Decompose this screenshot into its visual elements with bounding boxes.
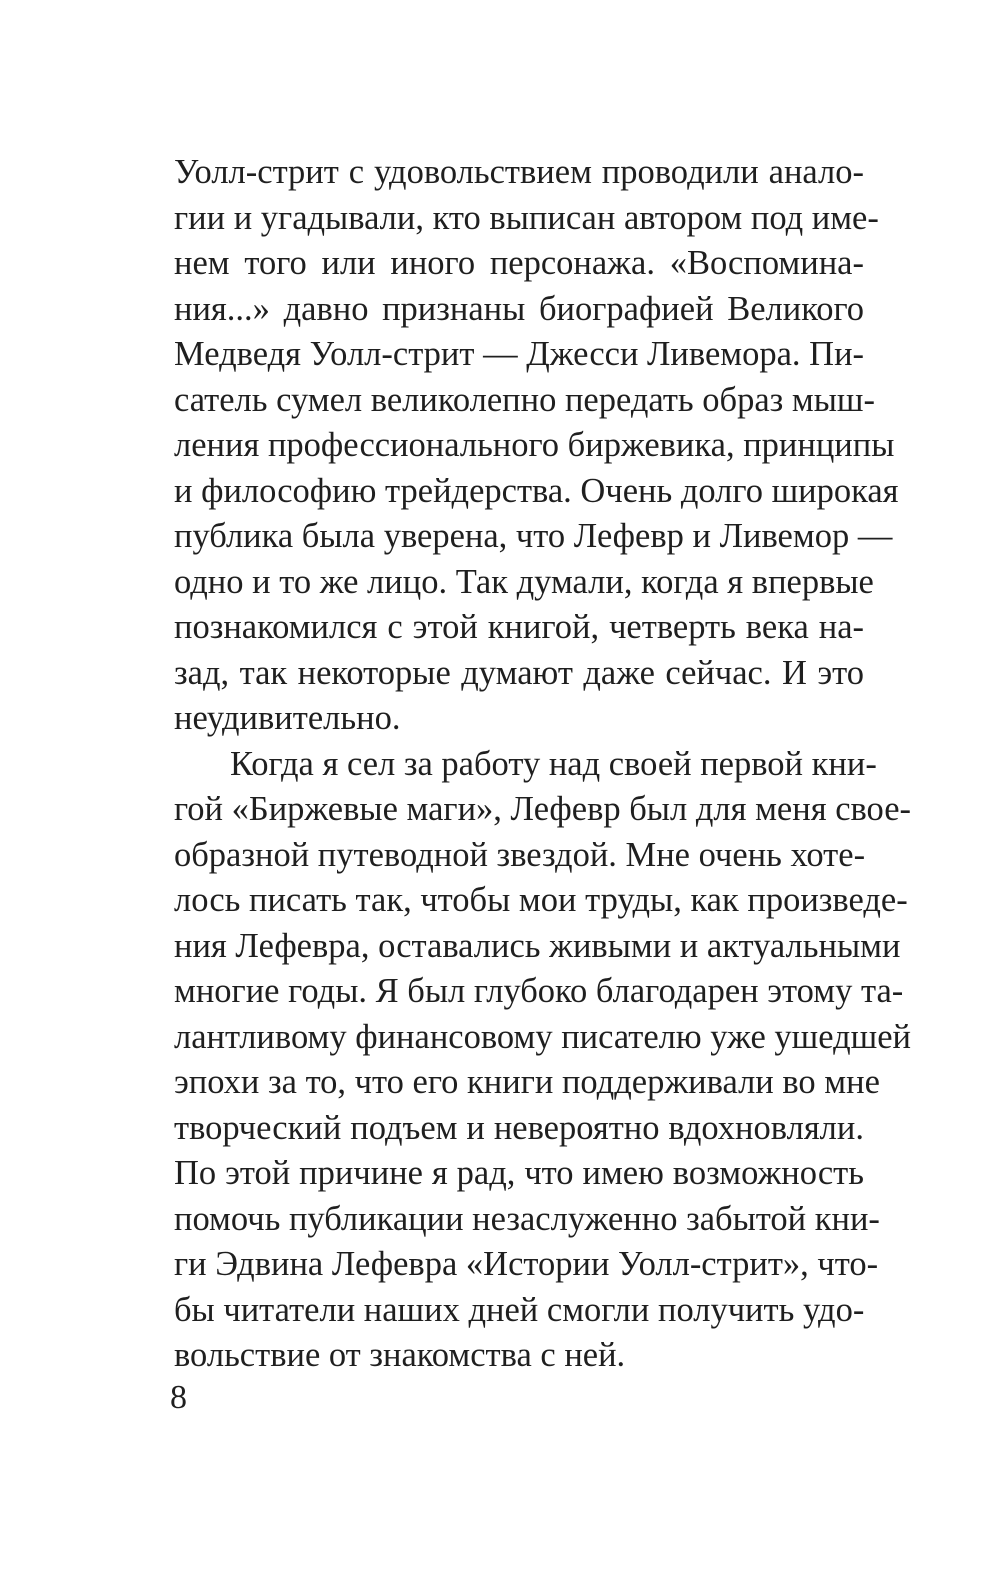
text-line: гой «Биржевые маги», Лефевр был для меня свое- xyxy=(174,790,912,828)
text-line: Когда я сел за работу над своей первой кни- xyxy=(230,744,877,783)
paragraph-2 xyxy=(174,742,912,1379)
paragraph-1 xyxy=(174,150,899,742)
text-line: эпохи за то, что его книги поддерживали во мне xyxy=(174,1063,880,1101)
text-line: образной путеводной звездой. Мне очень хоте- xyxy=(174,835,866,874)
text-line: одно и то же лицо. Так думали, когда я впервые xyxy=(174,562,874,601)
text-line: ния Лефевра, оставались живыми и актуальными xyxy=(174,926,901,965)
text-line: познакомился с этой книгой, четверть века на- xyxy=(174,608,864,646)
text-line: лантливому финансовому писателю уже ушедшей xyxy=(174,1017,911,1056)
text-line: и философию трейдерства. Очень долго широкая xyxy=(174,471,899,510)
text-line: лось писать так, чтобы мои труды, как произведе- xyxy=(174,881,908,919)
text-line: Медведя Уолл-стрит — Джесси Ливемора. Пи- xyxy=(174,335,865,373)
text-line: Уолл-стрит с удовольствием проводили анало- xyxy=(174,153,864,191)
text-line: ния...» давно признаны биографией Великого xyxy=(174,289,864,328)
text-line: неудивительно. xyxy=(174,699,401,737)
text-line: публика была уверена, что Лефевр и Ливемор — xyxy=(174,517,893,555)
text-line: По этой причине я рад, что имею возможность xyxy=(174,1154,864,1192)
text-line: творческий подъем и невероятно вдохновляли. xyxy=(174,1108,864,1147)
text-line: нем того или иного персонажа. «Воспомина- xyxy=(174,244,864,282)
text-line: вольствие от знакомства с ней. xyxy=(174,1336,626,1374)
text-line: сатель сумел великолепно передать образ мыш- xyxy=(174,380,875,419)
text-line: многие годы. Я был глубоко благодарен этому та- xyxy=(174,972,904,1010)
text-line: бы читатели наших дней смогли получить удо- xyxy=(174,1290,865,1329)
text-line: ги Эдвина Лефевра «Истории Уолл-стрит», что- xyxy=(174,1245,879,1283)
text-line: зад, так некоторые думают даже сейчас. И это xyxy=(174,653,864,692)
text-line: помочь публикации незаслуженно забытой кни- xyxy=(174,1199,880,1238)
text-line: ления профессионального биржевика, принципы xyxy=(174,426,895,464)
text-line: гии и угадывали, кто выписан автором под име- xyxy=(174,198,879,237)
body-text xyxy=(174,150,912,1379)
page-number: 8 xyxy=(170,1379,187,1416)
